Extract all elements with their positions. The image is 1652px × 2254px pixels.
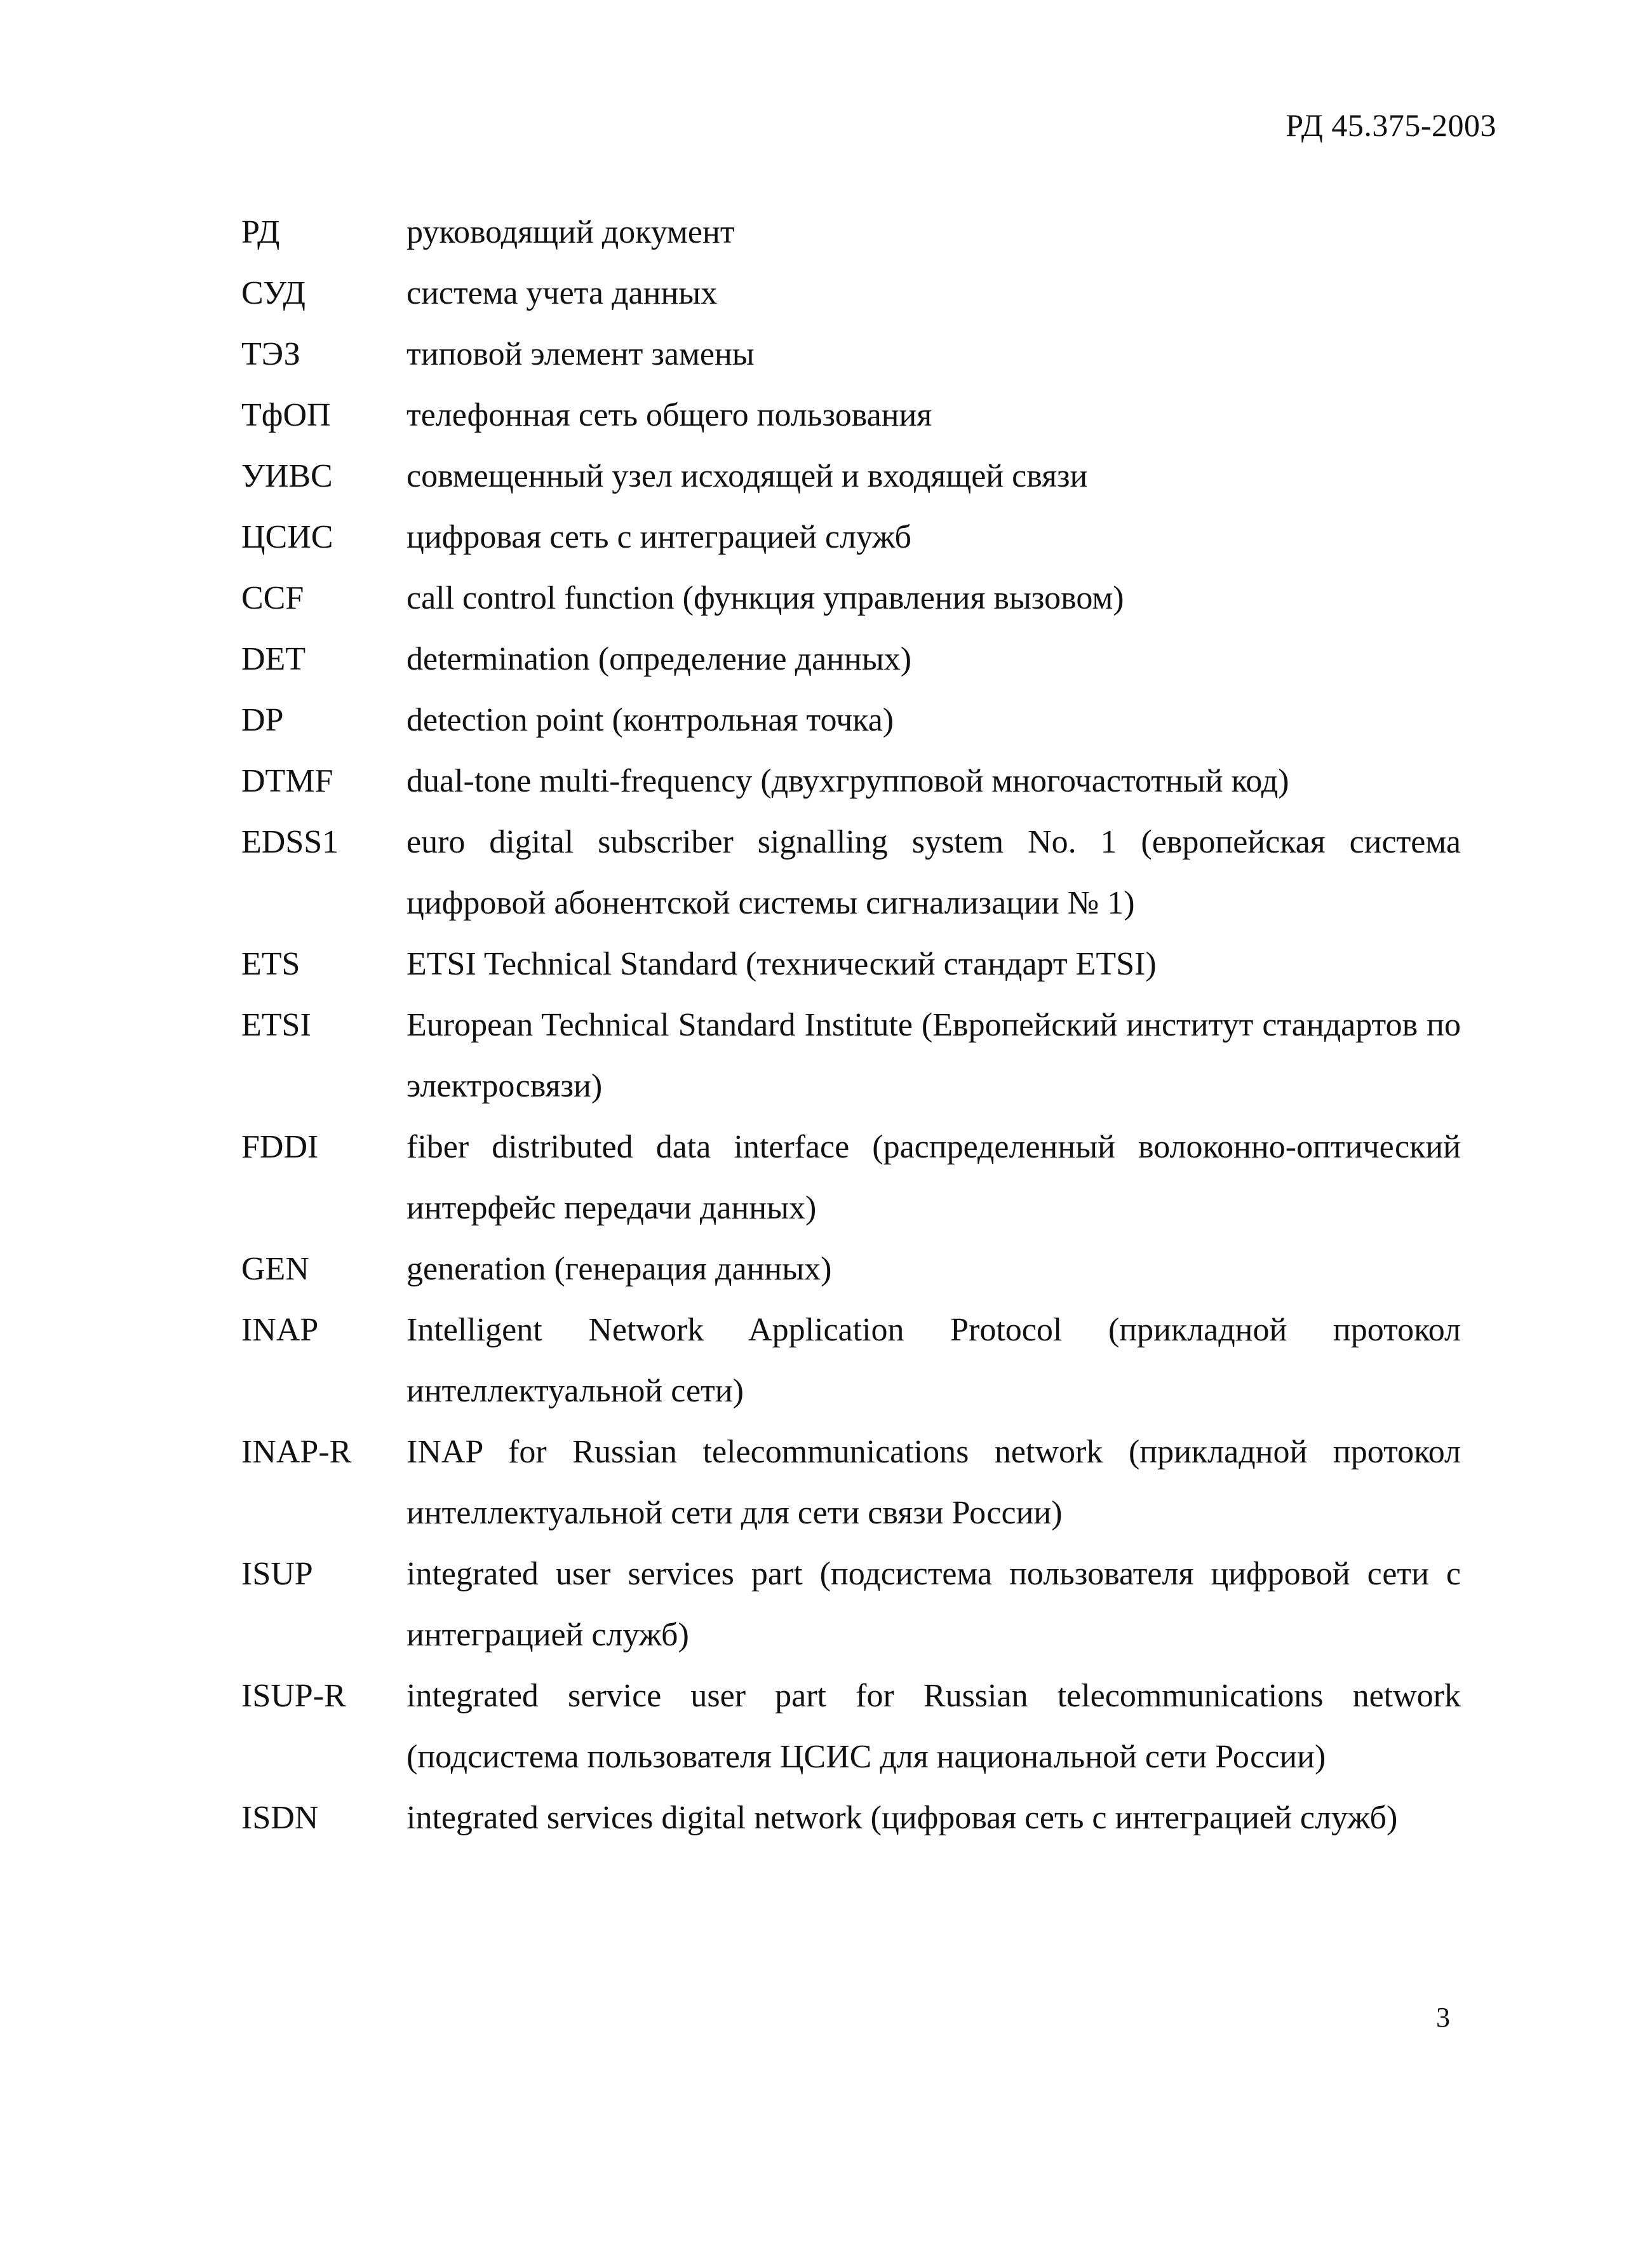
abbreviation-definition: цифровая сеть с интеграцией служб xyxy=(406,519,912,555)
abbreviation-term: СУД xyxy=(241,275,306,311)
abbreviation-definition: detection point (контрольная точка) xyxy=(406,702,894,738)
abbreviation-definition: совмещенный узел исходящей и входящей связи xyxy=(406,458,1088,494)
abbreviation-definition: generation (генерация данных) xyxy=(406,1251,832,1287)
abbreviation-row xyxy=(216,629,1461,690)
abbreviation-term: ТфОП xyxy=(241,397,331,433)
abbreviation-term: CCF xyxy=(241,580,304,616)
abbreviation-row xyxy=(216,324,1461,385)
abbreviation-term: УИВС xyxy=(241,458,333,494)
abbreviation-row xyxy=(216,507,1461,568)
abbreviation-definition: INAP for Russian telecommunications network (прикладной протокол интеллектуальной сети для сети связи России) xyxy=(406,1434,1461,1531)
abbreviation-term: ISUP-R xyxy=(241,1678,346,1714)
abbreviation-row xyxy=(216,385,1461,446)
abbreviation-definition: call control function (функция управления вызовом) xyxy=(406,580,1124,616)
abbreviation-term: FDDI xyxy=(241,1129,319,1165)
abbreviation-definition: ETSI Technical Standard (технический стандарт ETSI) xyxy=(406,946,1157,982)
abbreviation-row xyxy=(216,1117,1461,1239)
abbreviation-row xyxy=(216,446,1461,507)
abbreviation-definition: euro digital subscriber signalling system No. 1 (европейская система цифровой абонентской системы сигнализации № 1) xyxy=(406,824,1461,921)
document-code: РД 45.375-2003 xyxy=(1286,107,1496,143)
abbreviation-term: DET xyxy=(241,641,306,677)
abbreviation-row xyxy=(216,1788,1461,1849)
abbreviation-row xyxy=(216,995,1461,1117)
abbreviation-row xyxy=(216,1666,1461,1788)
abbreviation-definition: телефонная сеть общего пользования xyxy=(406,397,932,433)
abbreviation-term: ISUP xyxy=(241,1556,313,1592)
abbreviation-definition: Intelligent Network Application Protocol (прикладной протокол интеллектуальной сети) xyxy=(406,1312,1461,1409)
abbreviation-term: ISDN xyxy=(241,1800,319,1836)
abbreviation-row xyxy=(216,812,1461,934)
abbreviation-term: ETS xyxy=(241,946,300,982)
abbreviation-definition: система учета данных xyxy=(406,275,718,311)
abbreviation-definition: European Technical Standard Institute (Европейский институт стандартов по электросвязи) xyxy=(406,1007,1461,1104)
abbreviation-definition: типовой элемент замены xyxy=(406,336,755,372)
abbreviation-definition: integrated user services part (подсистема пользователя цифровой сети с интеграцией служб) xyxy=(406,1556,1461,1653)
abbreviation-term: INAP-R xyxy=(241,1434,352,1470)
abbreviation-row xyxy=(216,1422,1461,1544)
abbreviation-definition: integrated services digital network (цифровая сеть с интеграцией служб) xyxy=(406,1800,1398,1836)
abbreviation-term: DTMF xyxy=(241,763,333,799)
abbreviation-row xyxy=(216,263,1461,324)
abbreviation-row xyxy=(216,1300,1461,1422)
abbreviation-definition: fiber distributed data interface (распределенный волоконно-оптический интерфейс передачи данных) xyxy=(406,1129,1461,1226)
abbreviation-definition: integrated service user part for Russian telecommunications network (подсистема пользователя ЦСИС для национальной сети России) xyxy=(406,1678,1461,1775)
abbreviation-term: DP xyxy=(241,702,284,738)
abbreviation-definition: dual-tone multi-frequency (двухгрупповой многочастотный код) xyxy=(406,763,1289,799)
abbreviation-term: РД xyxy=(241,214,280,250)
abbreviation-term: ETSI xyxy=(241,1007,311,1043)
abbreviation-term: ТЭЗ xyxy=(241,336,300,372)
abbreviation-row xyxy=(216,1239,1461,1300)
abbreviation-term: INAP xyxy=(241,1312,319,1348)
abbreviation-term: EDSS1 xyxy=(241,824,339,860)
abbreviation-term: GEN xyxy=(241,1251,309,1287)
abbreviation-row xyxy=(216,1544,1461,1666)
abbreviation-definition: determination (определение данных) xyxy=(406,641,912,677)
abbreviation-row xyxy=(216,934,1461,995)
abbreviation-row xyxy=(216,751,1461,812)
abbreviation-list xyxy=(216,202,1461,1849)
abbreviation-term: ЦСИС xyxy=(241,519,333,555)
abbreviation-definition: руководящий документ xyxy=(406,214,735,250)
abbreviation-row xyxy=(216,690,1461,751)
abbreviation-row xyxy=(216,202,1461,263)
page-number: 3 xyxy=(1436,2002,1450,2033)
abbreviation-row xyxy=(216,568,1461,629)
